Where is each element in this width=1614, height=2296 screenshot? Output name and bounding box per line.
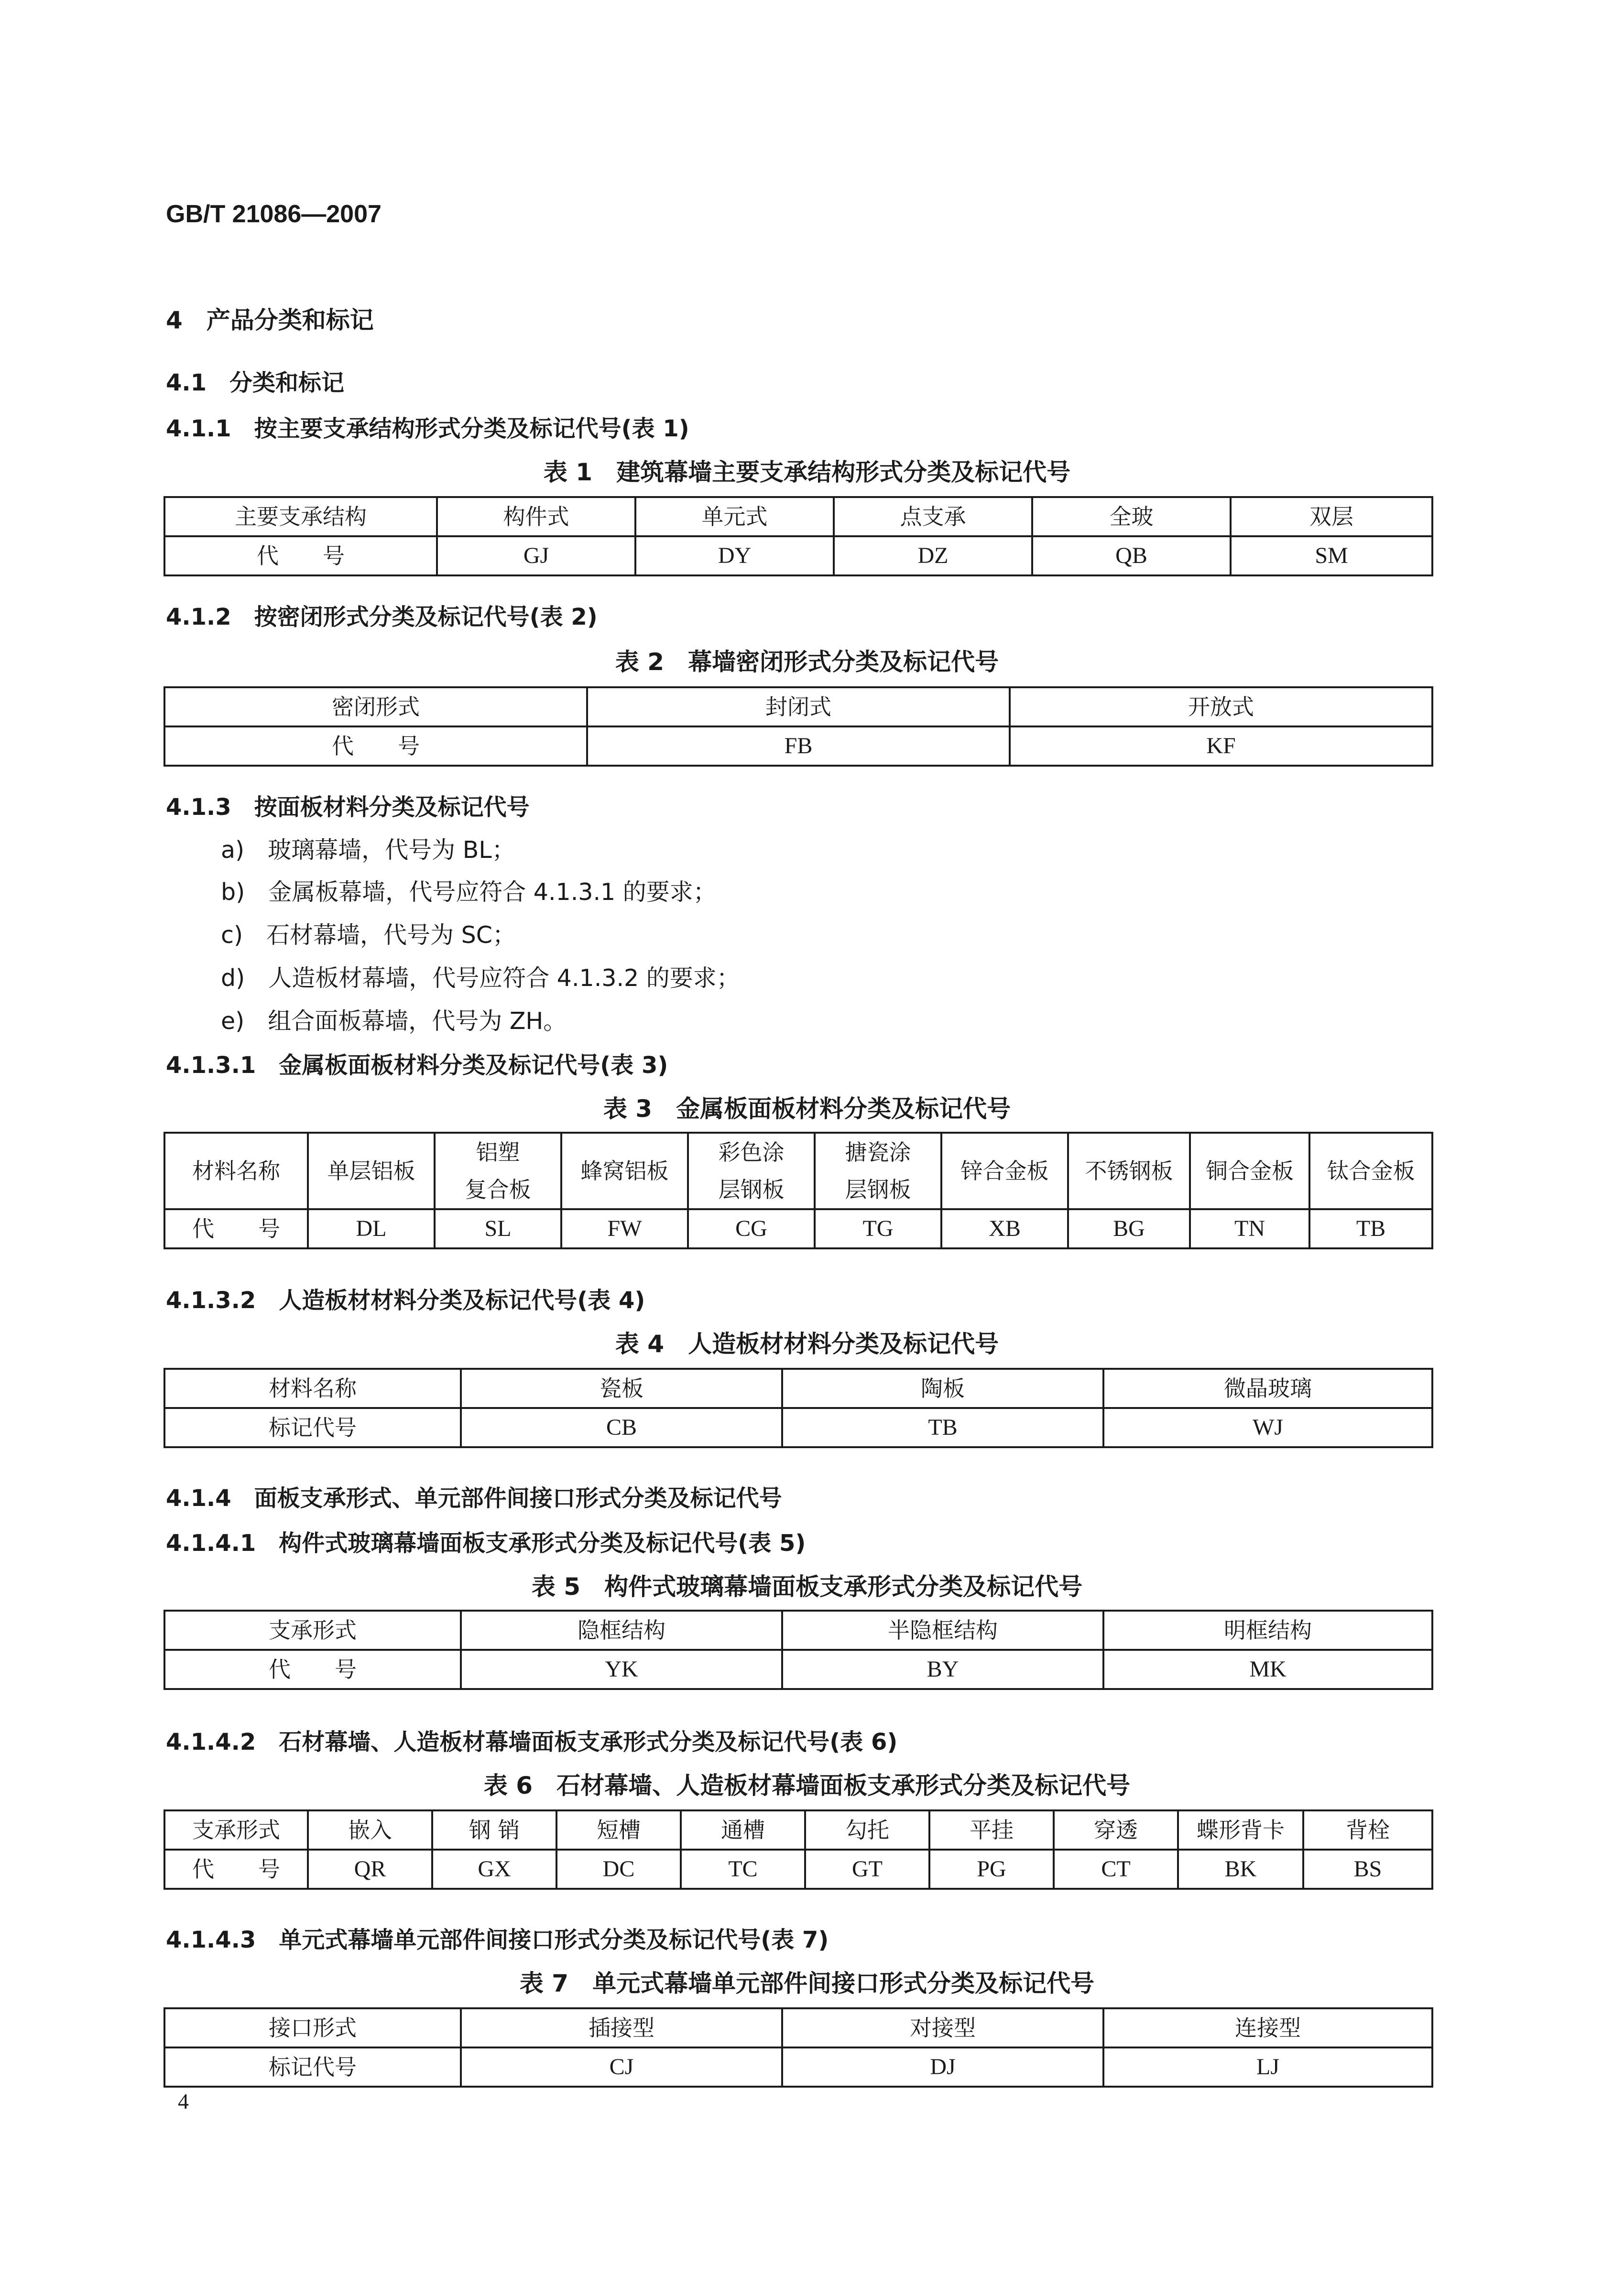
table-cell: QR — [308, 1850, 432, 1889]
section-4-1-heading: 4.1 分类和标记 — [166, 369, 345, 396]
table-row — [164, 2047, 1432, 2087]
list-item: e) 组合面板幕墙，代号为 ZH。 — [221, 1007, 567, 1035]
table-cell: 代 号 — [164, 1650, 461, 1689]
table-cell: 材料名称 — [164, 1369, 461, 1408]
table7 — [164, 2007, 1433, 2088]
table-cell: 锌合金板 — [941, 1133, 1068, 1209]
table-cell: 铜合金板 — [1190, 1133, 1309, 1209]
table-row — [164, 536, 1432, 575]
section-4-heading: 4 产品分类和标记 — [166, 306, 374, 334]
table-cell: 陶板 — [782, 1369, 1103, 1408]
table-cell: DL — [308, 1209, 435, 1248]
table-row — [164, 726, 1432, 766]
table-cell: BS — [1303, 1850, 1432, 1889]
table-cell: 材料名称 — [164, 1133, 308, 1209]
table5 — [164, 1610, 1433, 1690]
table1 — [164, 496, 1433, 576]
table-cell: MK — [1103, 1650, 1432, 1689]
table7-caption: 表 7 单元式幕墙单元部件间接口形式分类及标记代号 — [519, 1970, 1095, 1997]
list-item: b) 金属板幕墙，代号应符合 4.1.3.1 的要求； — [221, 878, 717, 906]
table6 — [164, 1809, 1433, 1890]
section-4-1-4-heading: 4.1.4 面板支承形式、单元部件间接口形式分类及标记代号 — [166, 1485, 782, 1512]
table1-caption: 表 1 建筑幕墙主要支承结构形式分类及标记代号 — [543, 458, 1071, 486]
table-cell: GT — [805, 1850, 929, 1889]
table-cell: 代 号 — [164, 726, 587, 766]
list-item: a) 玻璃幕墙，代号为 BL； — [221, 836, 515, 864]
section-4-1-4-3-heading: 4.1.4.3 单元式幕墙单元部件间接口形式分类及标记代号(表 7) — [166, 1927, 829, 1953]
table-cell: CB — [461, 1408, 782, 1447]
list-item: d) 人造板材幕墙，代号应符合 4.1.3.2 的要求； — [221, 964, 740, 992]
table-cell: FB — [587, 726, 1010, 766]
table-cell: YK — [461, 1650, 782, 1689]
table-cell: CG — [688, 1209, 815, 1248]
table-cell: TG — [815, 1209, 941, 1248]
cell-line: 搪瓷涂 — [845, 1139, 911, 1165]
table-row — [164, 1850, 1432, 1889]
table-cell: BG — [1068, 1209, 1190, 1248]
table-cell: 嵌入 — [308, 1810, 432, 1850]
table-row — [164, 1810, 1432, 1850]
table-cell: 隐框结构 — [461, 1611, 782, 1650]
table-cell: 接口形式 — [164, 2008, 461, 2047]
table-cell: FW — [561, 1209, 688, 1248]
section-4-1-4-2-heading: 4.1.4.2 石材幕墙、人造板材幕墙面板支承形式分类及标记代号(表 6) — [166, 1729, 898, 1755]
table-cell: QB — [1032, 536, 1231, 575]
table-cell: TN — [1190, 1209, 1309, 1248]
table-cell: LJ — [1103, 2047, 1432, 2087]
section-4-1-1-heading: 4.1.1 按主要支承结构形式分类及标记代号(表 1) — [166, 415, 689, 442]
section-4-1-3-2-heading: 4.1.3.2 人造板材材料分类及标记代号(表 4) — [166, 1287, 645, 1314]
cell-line: 彩色涂 — [718, 1139, 785, 1165]
section-4-1-2-heading: 4.1.2 按密闭形式分类及标记代号(表 2) — [166, 604, 598, 630]
table-cell: 微晶玻璃 — [1103, 1369, 1432, 1408]
table-cell: 标记代号 — [164, 1408, 461, 1447]
table-cell: 支承形式 — [164, 1810, 308, 1850]
table3-caption: 表 3 金属板面板材料分类及标记代号 — [603, 1095, 1011, 1123]
table-cell: 插接型 — [461, 2008, 782, 2047]
table-cell — [435, 1133, 561, 1209]
table-row — [164, 2008, 1432, 2047]
table-cell: SL — [435, 1209, 561, 1248]
table-row — [164, 1650, 1432, 1689]
list-item: c) 石材幕墙，代号为 SC； — [221, 921, 516, 949]
cell-line: 层钢板 — [718, 1177, 785, 1202]
table-row — [164, 1133, 1432, 1209]
table-cell: 双层 — [1231, 497, 1432, 536]
table3 — [164, 1132, 1433, 1249]
table-cell: BK — [1178, 1850, 1303, 1889]
table-cell: 不锈钢板 — [1068, 1133, 1190, 1209]
table-cell: 明框结构 — [1103, 1611, 1432, 1650]
table-cell: 点支承 — [834, 497, 1032, 536]
table-cell: 代 号 — [164, 1209, 308, 1248]
table-row — [164, 1369, 1432, 1408]
cell-line: 层钢板 — [845, 1177, 911, 1202]
table-cell: 穿透 — [1054, 1810, 1178, 1850]
table-cell: TC — [681, 1850, 805, 1889]
table-cell: 代 号 — [164, 536, 437, 575]
table-cell — [815, 1133, 941, 1209]
table-cell: 代 号 — [164, 1850, 308, 1889]
table-row — [164, 497, 1432, 536]
table-cell: 单层铝板 — [308, 1133, 435, 1209]
table-cell: 连接型 — [1103, 2008, 1432, 2047]
table-cell: 开放式 — [1010, 687, 1432, 726]
table-cell: 对接型 — [782, 2008, 1103, 2047]
table-cell: TB — [782, 1408, 1103, 1447]
page-number: 4 — [178, 2089, 189, 2113]
table-cell: 通槽 — [681, 1810, 805, 1850]
cell-line: 铝塑 — [476, 1139, 520, 1165]
section-4-1-3-1-heading: 4.1.3.1 金属板面板材料分类及标记代号(表 3) — [166, 1052, 668, 1079]
table-cell: DY — [635, 536, 834, 575]
table-row — [164, 687, 1432, 726]
table-cell: 封闭式 — [587, 687, 1010, 726]
table-cell: DC — [556, 1850, 681, 1889]
table-cell: 勾托 — [805, 1810, 929, 1850]
table-cell: BY — [782, 1650, 1103, 1689]
table-cell: 半隐框结构 — [782, 1611, 1103, 1650]
table-cell: 支承形式 — [164, 1611, 461, 1650]
table-cell: GJ — [437, 536, 635, 575]
table-cell: 单元式 — [635, 497, 834, 536]
table-cell: 平挂 — [929, 1810, 1054, 1850]
table-cell: KF — [1010, 726, 1432, 766]
table-cell: CJ — [461, 2047, 782, 2087]
table-cell: 蜂窝铝板 — [561, 1133, 688, 1209]
standard-code: GB/T 21086—2007 — [166, 200, 382, 228]
table2-caption: 表 2 幕墙密闭形式分类及标记代号 — [615, 648, 999, 676]
table-row — [164, 1611, 1432, 1650]
table-row — [164, 1408, 1432, 1447]
table-cell: 密闭形式 — [164, 687, 587, 726]
table-cell — [688, 1133, 815, 1209]
cell-line: 复合板 — [465, 1177, 531, 1202]
table2 — [164, 686, 1433, 767]
section-4-1-3-heading: 4.1.3 按面板材料分类及标记代号 — [166, 794, 530, 821]
table-cell: 构件式 — [437, 497, 635, 536]
table-cell: CT — [1054, 1850, 1178, 1889]
table5-caption: 表 5 构件式玻璃幕墙面板支承形式分类及标记代号 — [531, 1573, 1083, 1601]
table-cell: DZ — [834, 536, 1032, 575]
table-cell: 主要支承结构 — [164, 497, 437, 536]
table-cell: TB — [1309, 1209, 1432, 1248]
table-cell: PG — [929, 1850, 1054, 1889]
table-cell: SM — [1231, 536, 1432, 575]
table-cell: 钢 销 — [432, 1810, 556, 1850]
table4 — [164, 1368, 1433, 1448]
section-4-1-4-1-heading: 4.1.4.1 构件式玻璃幕墙面板支承形式分类及标记代号(表 5) — [166, 1530, 806, 1557]
table-cell: 瓷板 — [461, 1369, 782, 1408]
table-cell: 蝶形背卡 — [1178, 1810, 1303, 1850]
table-cell: GX — [432, 1850, 556, 1889]
table-cell: 背栓 — [1303, 1810, 1432, 1850]
table-cell: 短槽 — [556, 1810, 681, 1850]
table-cell: XB — [941, 1209, 1068, 1248]
table-row — [164, 1209, 1432, 1248]
table-cell: 钛合金板 — [1309, 1133, 1432, 1209]
table4-caption: 表 4 人造板材材料分类及标记代号 — [615, 1330, 999, 1358]
table-cell: WJ — [1103, 1408, 1432, 1447]
table-cell: 全玻 — [1032, 497, 1231, 536]
table-cell: DJ — [782, 2047, 1103, 2087]
table6-caption: 表 6 石材幕墙、人造板材幕墙面板支承形式分类及标记代号 — [483, 1772, 1131, 1799]
table-cell: 标记代号 — [164, 2047, 461, 2087]
